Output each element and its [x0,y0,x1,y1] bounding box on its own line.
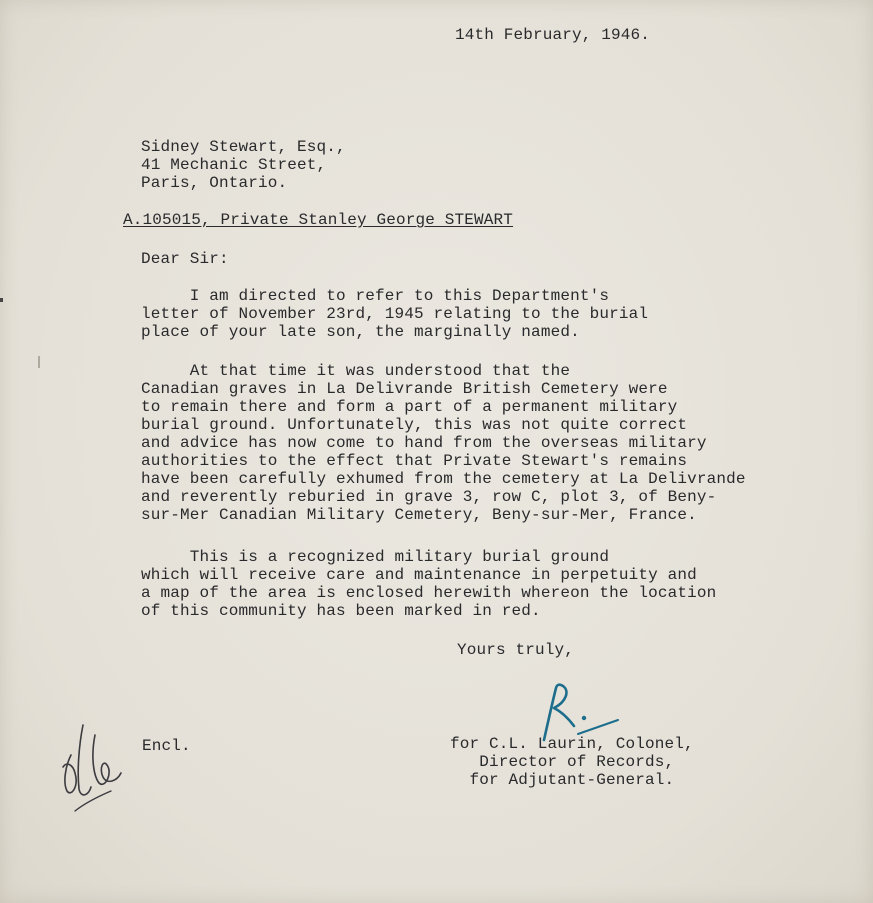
address-line: 41 Mechanic Street, [141,156,327,174]
paragraph-3 [141,548,716,620]
paragraph-1 [141,287,648,341]
signature-line: for C.L. Laurin, Colonel, [450,735,694,753]
margin-initials [55,715,130,815]
salutation: Dear Sir: [141,250,229,268]
paragraph-line: At that time it was understood that the [141,362,571,380]
address-line: Sidney Stewart, Esq., [141,138,346,156]
paragraph-2 [141,362,746,524]
paragraph-line: and advice has now come to hand from the overseas military [141,434,707,452]
paragraph-line: Canadian graves in La Delivrande British Cemetery were [141,380,668,398]
paper-mark [38,356,40,368]
letter-date: 14th February, 1946. [455,26,651,44]
recipient-address [141,138,346,192]
paragraph-line: authorities to the effect that Private Stewart's remains [141,452,688,470]
paragraph-line: I am directed to refer to this Department's [141,287,610,305]
closing: Yours truly, [457,641,575,659]
paragraph-line: which will receive care and maintenance in perpetuity and [141,566,697,584]
paragraph-line: a map of the area is enclosed herewith whereon the location [141,584,717,602]
paper-mark [0,298,3,302]
paragraph-line: and reverently reburied in grave 3, row C, plot 3, of Beny- [141,488,717,506]
paragraph-line: place of your late son, the marginally named. [141,323,580,341]
signature-line: for Adjutant-General. [450,771,675,789]
paragraph-line: letter of November 23rd, 1945 relating to the burial [141,305,649,323]
paragraph-line: have been carefully exhumed from the cemetery at La Delivrande [141,470,746,488]
address-line: Paris, Ontario. [141,174,288,192]
paragraph-line: to remain there and form a part of a permanent military [141,398,678,416]
reference-line: A.105015, Private Stanley George STEWART [123,211,514,229]
paragraph-line: of this community has been marked in red. [141,602,541,620]
handwritten-initials-r [530,682,625,744]
paragraph-line: burial ground. Unfortunately, this was not quite correct [141,416,688,434]
paragraph-line: sur-Mer Canadian Military Cemetery, Beny-sur-Mer, France. [141,506,697,524]
signature-line: Director of Records, [450,753,675,771]
paragraph-line: This is a recognized military burial ground [141,548,610,566]
enclosure-note: Encl. [142,737,191,755]
